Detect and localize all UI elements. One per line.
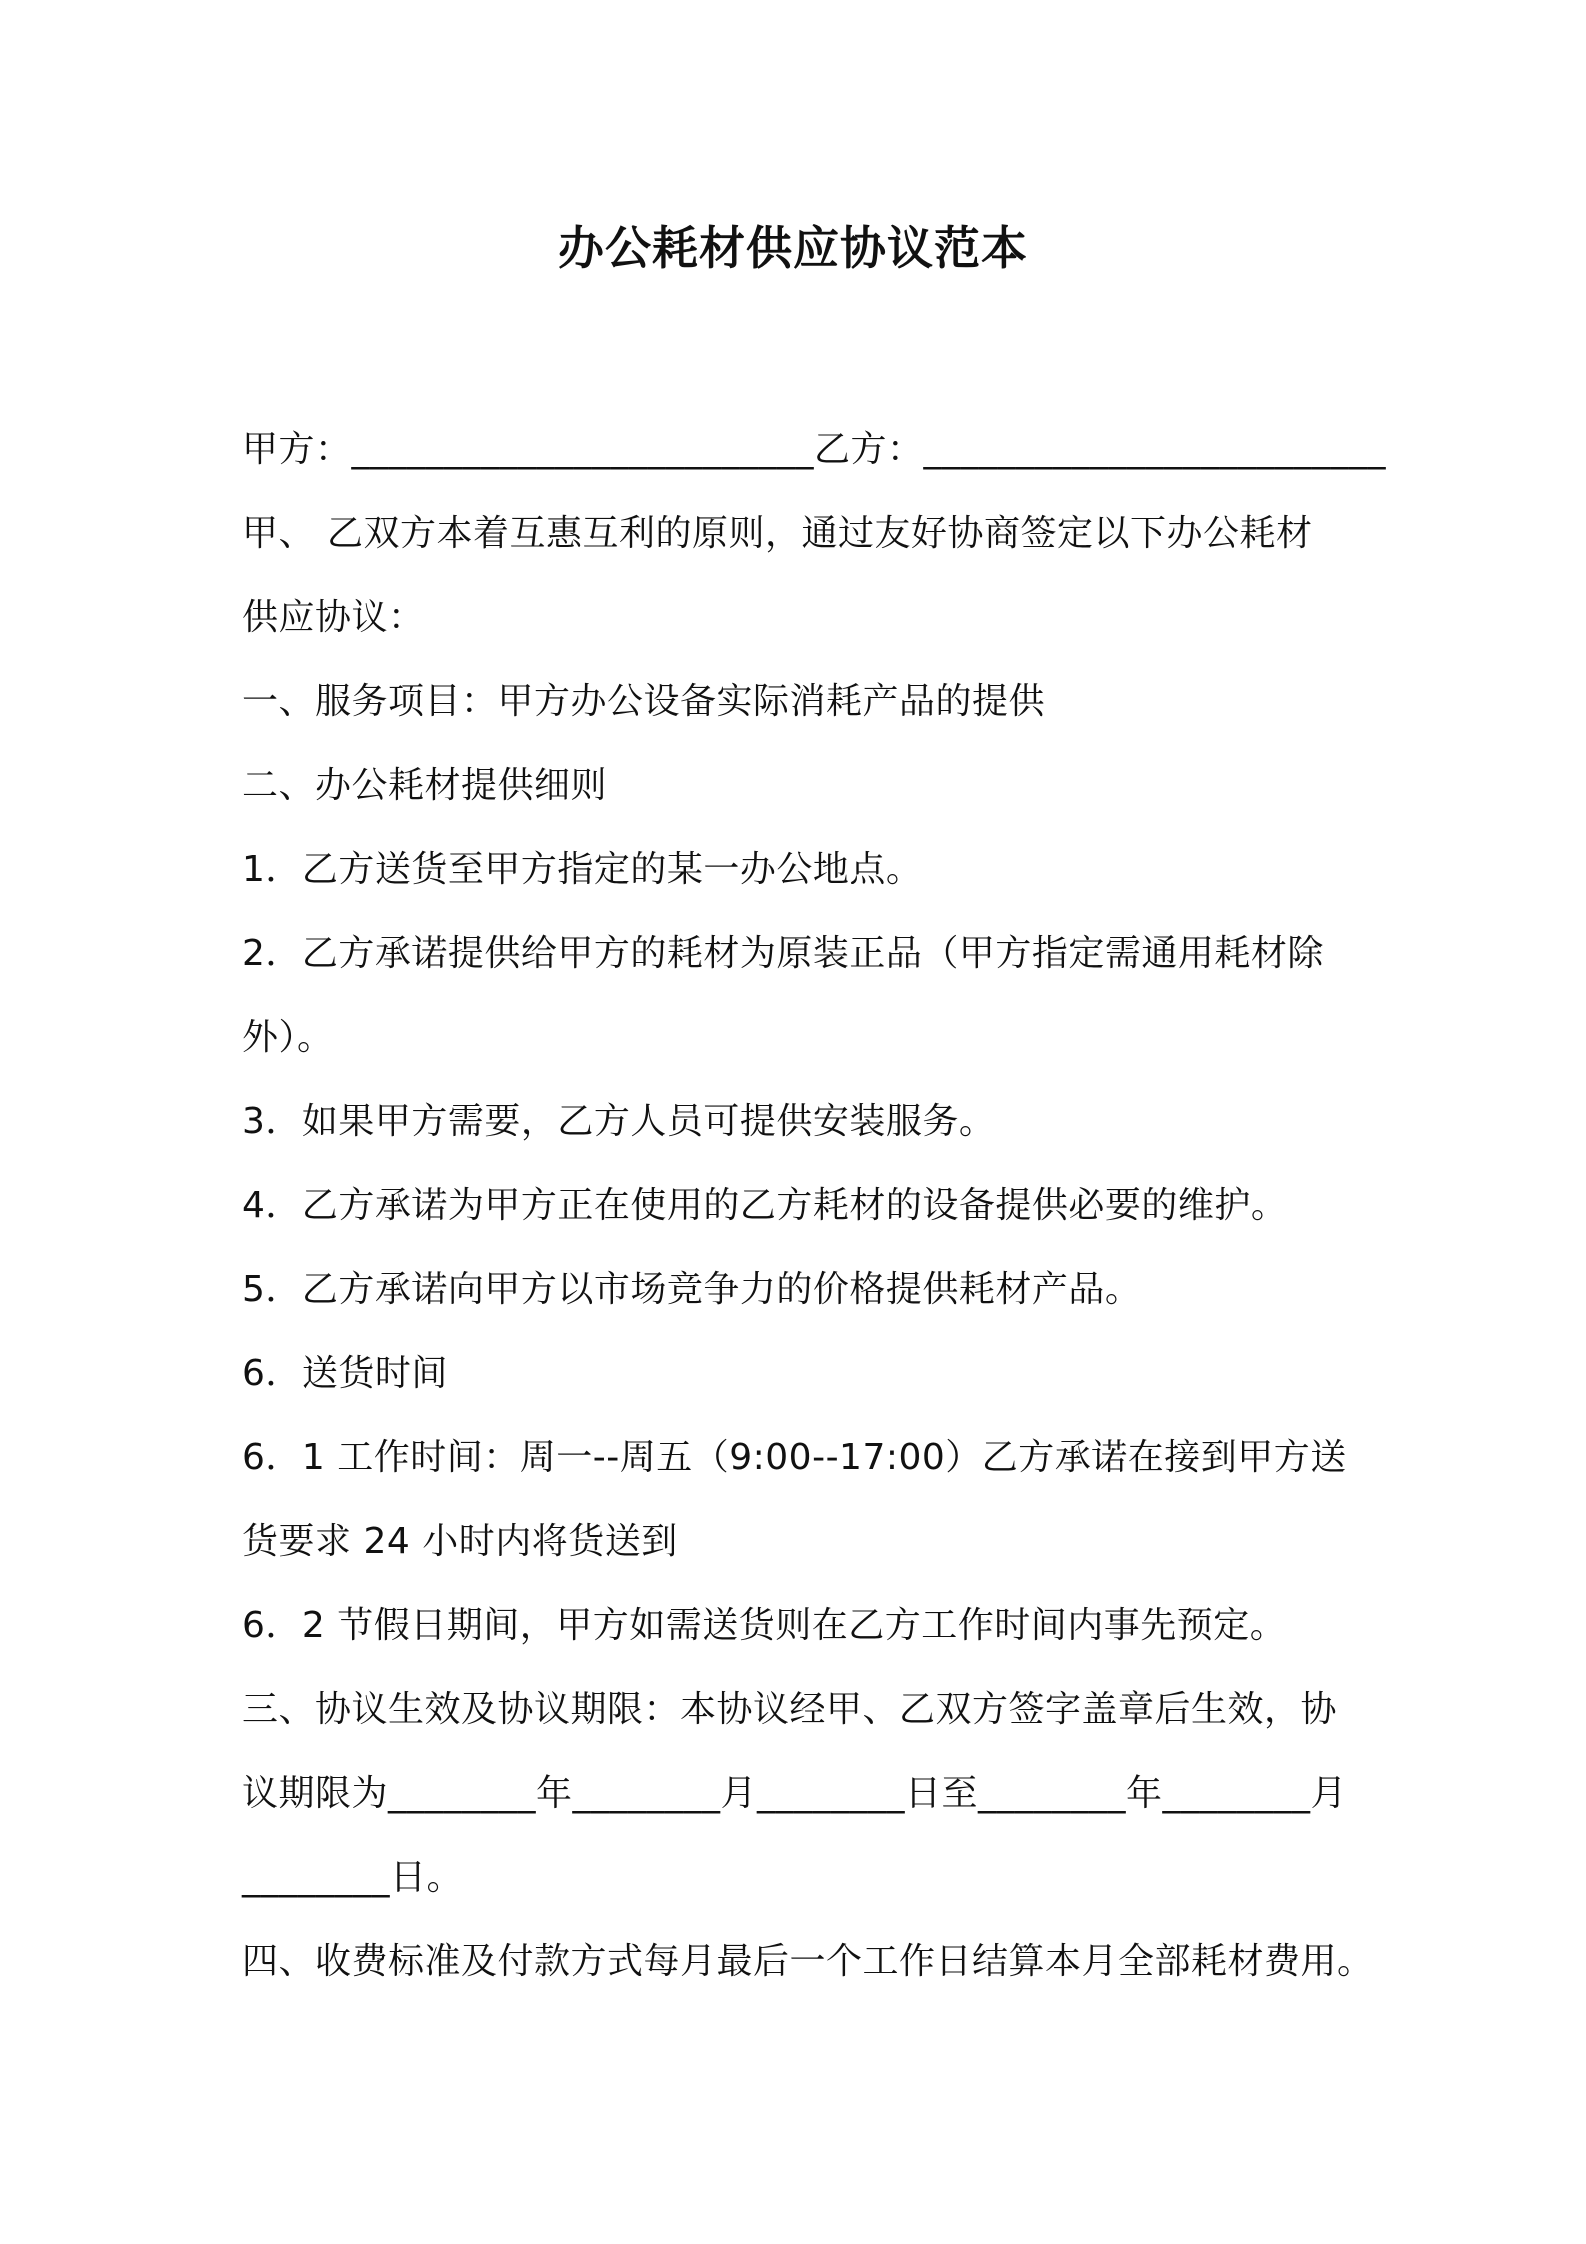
clause-1: 1．乙方送货至甲方指定的某一办公地点。 bbox=[242, 849, 923, 890]
document-body bbox=[242, 408, 1387, 2004]
preamble-line-1: 甲、 乙双方本着互惠互利的原则，通过友好协商签定以下办公耗材 bbox=[242, 513, 1313, 554]
clause-4: 4．乙方承诺为甲方正在使用的乙方耗材的设备提供必要的维护。 bbox=[242, 1185, 1288, 1226]
section-4: 四、收费标准及付款方式每月最后一个工作日结算本月全部耗材费用。 bbox=[242, 1941, 1374, 1982]
section-3-line-2: 议期限为________年________月________日至________年________月 bbox=[242, 1773, 1348, 1814]
clause-5: 5．乙方承诺向甲方以市场竞争力的价格提供耗材产品。 bbox=[242, 1269, 1142, 1310]
section-2-heading: 二、办公耗材提供细则 bbox=[242, 765, 608, 806]
clause-6-2: 6．2 节假日期间，甲方如需送货则在乙方工作时间内事先预定。 bbox=[242, 1605, 1287, 1646]
clause-2-line-2: 外）。 bbox=[242, 1017, 334, 1058]
clause-3: 3．如果甲方需要，乙方人员可提供安装服务。 bbox=[242, 1101, 996, 1142]
preamble-line-2: 供应协议： bbox=[242, 597, 425, 638]
section-3-line-3: ________日。 bbox=[242, 1857, 464, 1898]
clause-2-line-1: 2．乙方承诺提供给甲方的耗材为原装正品（甲方指定需通用耗材除 bbox=[242, 933, 1324, 974]
section-1-heading: 一、服务项目：甲方办公设备实际消耗产品的提供 bbox=[242, 681, 1046, 722]
clause-6-heading: 6．送货时间 bbox=[242, 1353, 448, 1394]
party-line: 甲方：_________________________乙方：_________________________ bbox=[242, 429, 1387, 470]
clause-6-1-line-1: 6．1 工作时间：周一--周五（9:00--17:00）乙方承诺在接到甲方送 bbox=[242, 1437, 1347, 1478]
clause-6-1-line-2: 货要求 24 小时内将货送到 bbox=[242, 1521, 678, 1562]
document-title: 办公耗材供应协议范本 bbox=[558, 221, 1028, 275]
section-3-line-1: 三、协议生效及协议期限：本协议经甲、乙双方签字盖章后生效，协 bbox=[242, 1689, 1338, 1730]
